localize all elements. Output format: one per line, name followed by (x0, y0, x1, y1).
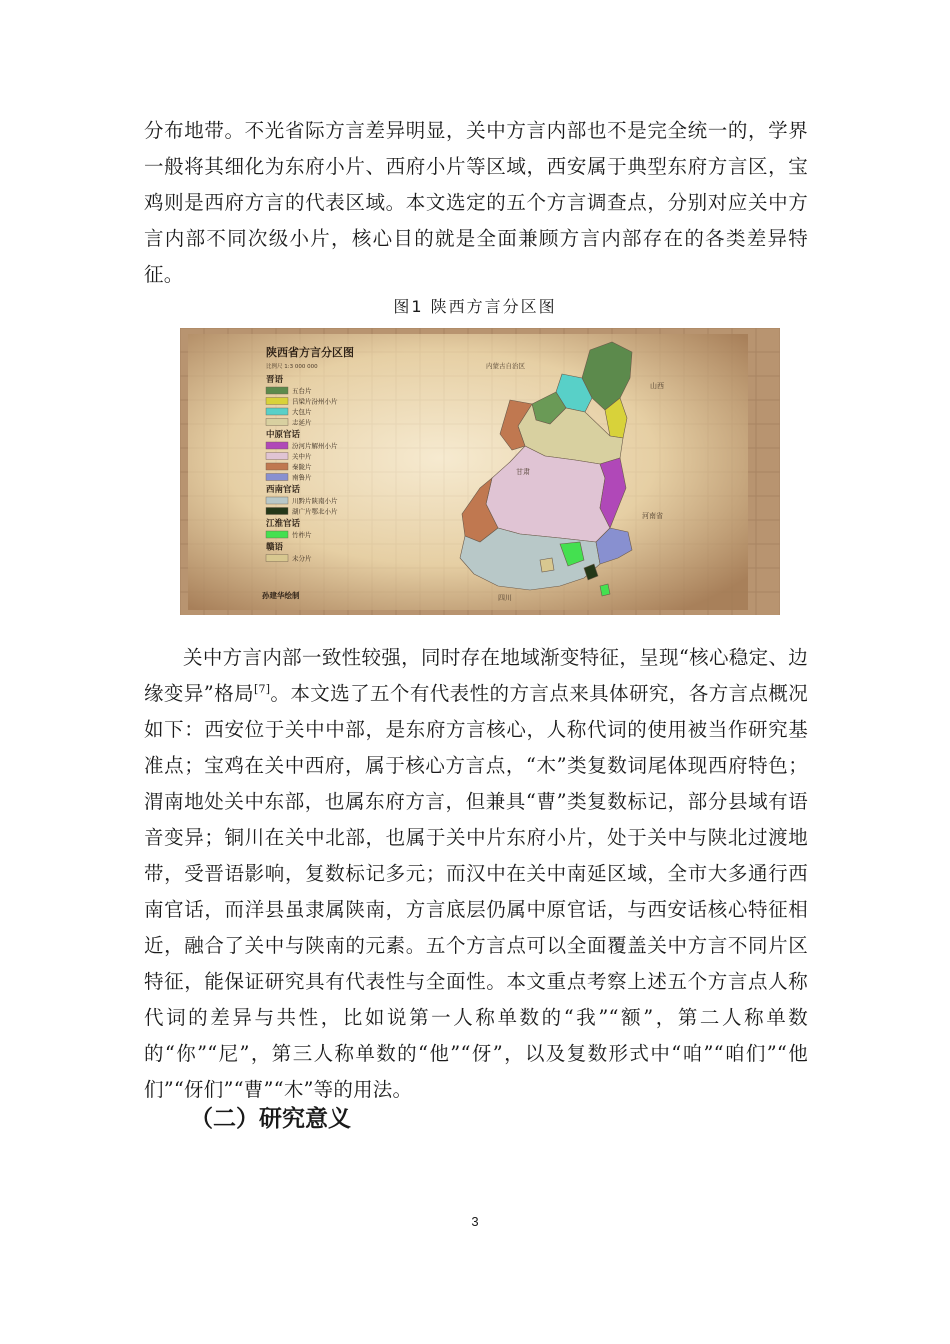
paragraph-2 (144, 640, 808, 1108)
legend-item-label: 竹柞片 (292, 531, 312, 539)
legend-swatch (266, 555, 288, 562)
legend-item-label: 大包片 (292, 408, 312, 416)
paragraph-2-part-a: 关中方言内部一致性较强，同时存在地域渐变特征，呈现“核心稳定、边缘变异”格局 (144, 646, 808, 705)
map-author: 孙建华绘制 (262, 591, 300, 600)
map-label-shanxi: 山西 (650, 382, 664, 390)
legend-item-label: 湖广片鄂北小片 (292, 507, 338, 516)
legend-item-label: 秦陇片 (292, 463, 312, 471)
legend-item-label: 志延片 (292, 418, 312, 427)
legend-item-label: 川黔片陕南小片 (292, 497, 338, 505)
figure-caption: 图1 陕西方言分区图 (393, 297, 557, 316)
legend-item-label: 未分片 (292, 554, 312, 563)
legend-item-label: 南鲁片 (292, 473, 312, 482)
page-number: 3 (471, 1214, 479, 1229)
map-title: 陕西省方言分区图 (266, 346, 354, 359)
legend-swatch (266, 463, 288, 470)
legend-item-label: 吕梁片汾州小片 (292, 397, 338, 406)
legend-group-label: 江淮官话 (266, 519, 301, 529)
legend-group-label: 赣语 (266, 542, 284, 553)
paragraph-2-part-b: 。本文选了五个有代表性的方言点来具体研究，各方言点概况如下：西安位于关中中部，是东府方言核心，人称代词的使用被当作研究基准点；宝鸡在关中西府，属于核心方言点，“木”类复数词尾体现西府特色；渭南地处关中东部，也属东府方言，但兼具“曹”类复数标记，部分县域有语音变异；铜川在关中北部，也属于关中片东府小片，处于关中与陕北过渡地带，受晋语影响，复数标记多元；而汉中在关中南延区域，全市大多通行西南官话，而洋县虽隶属陕南，方言底层仍属中原官话，与西安话核心特征相近，融合了关中与陕南的元素。五个方言点可以全面覆盖关中方言不同片区特征，能保证研究具有代表性与全面性。本文重点考察上述五个方言点人称代词的差异与共性，比如说第一人称单数的“我”“额”，第二人称单数的“你”“尼”，第三人称单数的“他”“伢”，以及复数形式中“咱”“咱们”“他们”“伢们”“曹”“木”等的用法。 (144, 682, 809, 1101)
legend-swatch (266, 453, 288, 460)
legend-swatch (266, 419, 288, 426)
legend-swatch (266, 408, 288, 415)
legend-group-label: 西南官话 (266, 485, 301, 495)
legend-swatch (266, 387, 288, 394)
legend-item-label: 汾河片解州小片 (292, 442, 338, 450)
citation-ref: [7] (254, 682, 271, 696)
legend-item-label: 五台片 (292, 387, 312, 395)
legend-swatch (266, 442, 288, 449)
map-label-henan: 河南省 (642, 512, 663, 520)
map-label-inner-mongolia: 内蒙古自治区 (486, 362, 525, 370)
map-scale: 比例尺 1:3 000 000 (266, 364, 318, 370)
section-heading: （二）研究意义 (190, 1106, 351, 1132)
paragraph-1-text: 分布地带。不光省际方言差异明显，关中方言内部也不是完全统一的，学界一般将其细化为东府小片、西府小片等区域，西安属于典型东府方言区，宝鸡则是西府方言的代表区域。本文选定的五个方言调查点，分别对应关中方言内部不同次级小片，核心目的就是全面兼顾方言内部存在的各类差异特征。 (144, 119, 808, 286)
legend-swatch (266, 474, 288, 481)
paragraph-2-text (144, 640, 808, 1108)
paragraph-1 (144, 113, 808, 293)
legend-swatch (266, 398, 288, 405)
legend-group-label: 晋语 (266, 375, 284, 385)
legend-swatch (266, 497, 288, 504)
dialect-map-figure (180, 328, 780, 615)
dialect-map-image (180, 328, 780, 615)
legend-swatch (266, 531, 288, 538)
map-label-gansu: 甘肃 (516, 468, 530, 476)
legend-item-label: 关中片 (292, 452, 312, 461)
map-label-sichuan: 四川 (498, 594, 512, 602)
legend-group-label: 中原官话 (266, 430, 301, 440)
legend-swatch (266, 508, 288, 515)
